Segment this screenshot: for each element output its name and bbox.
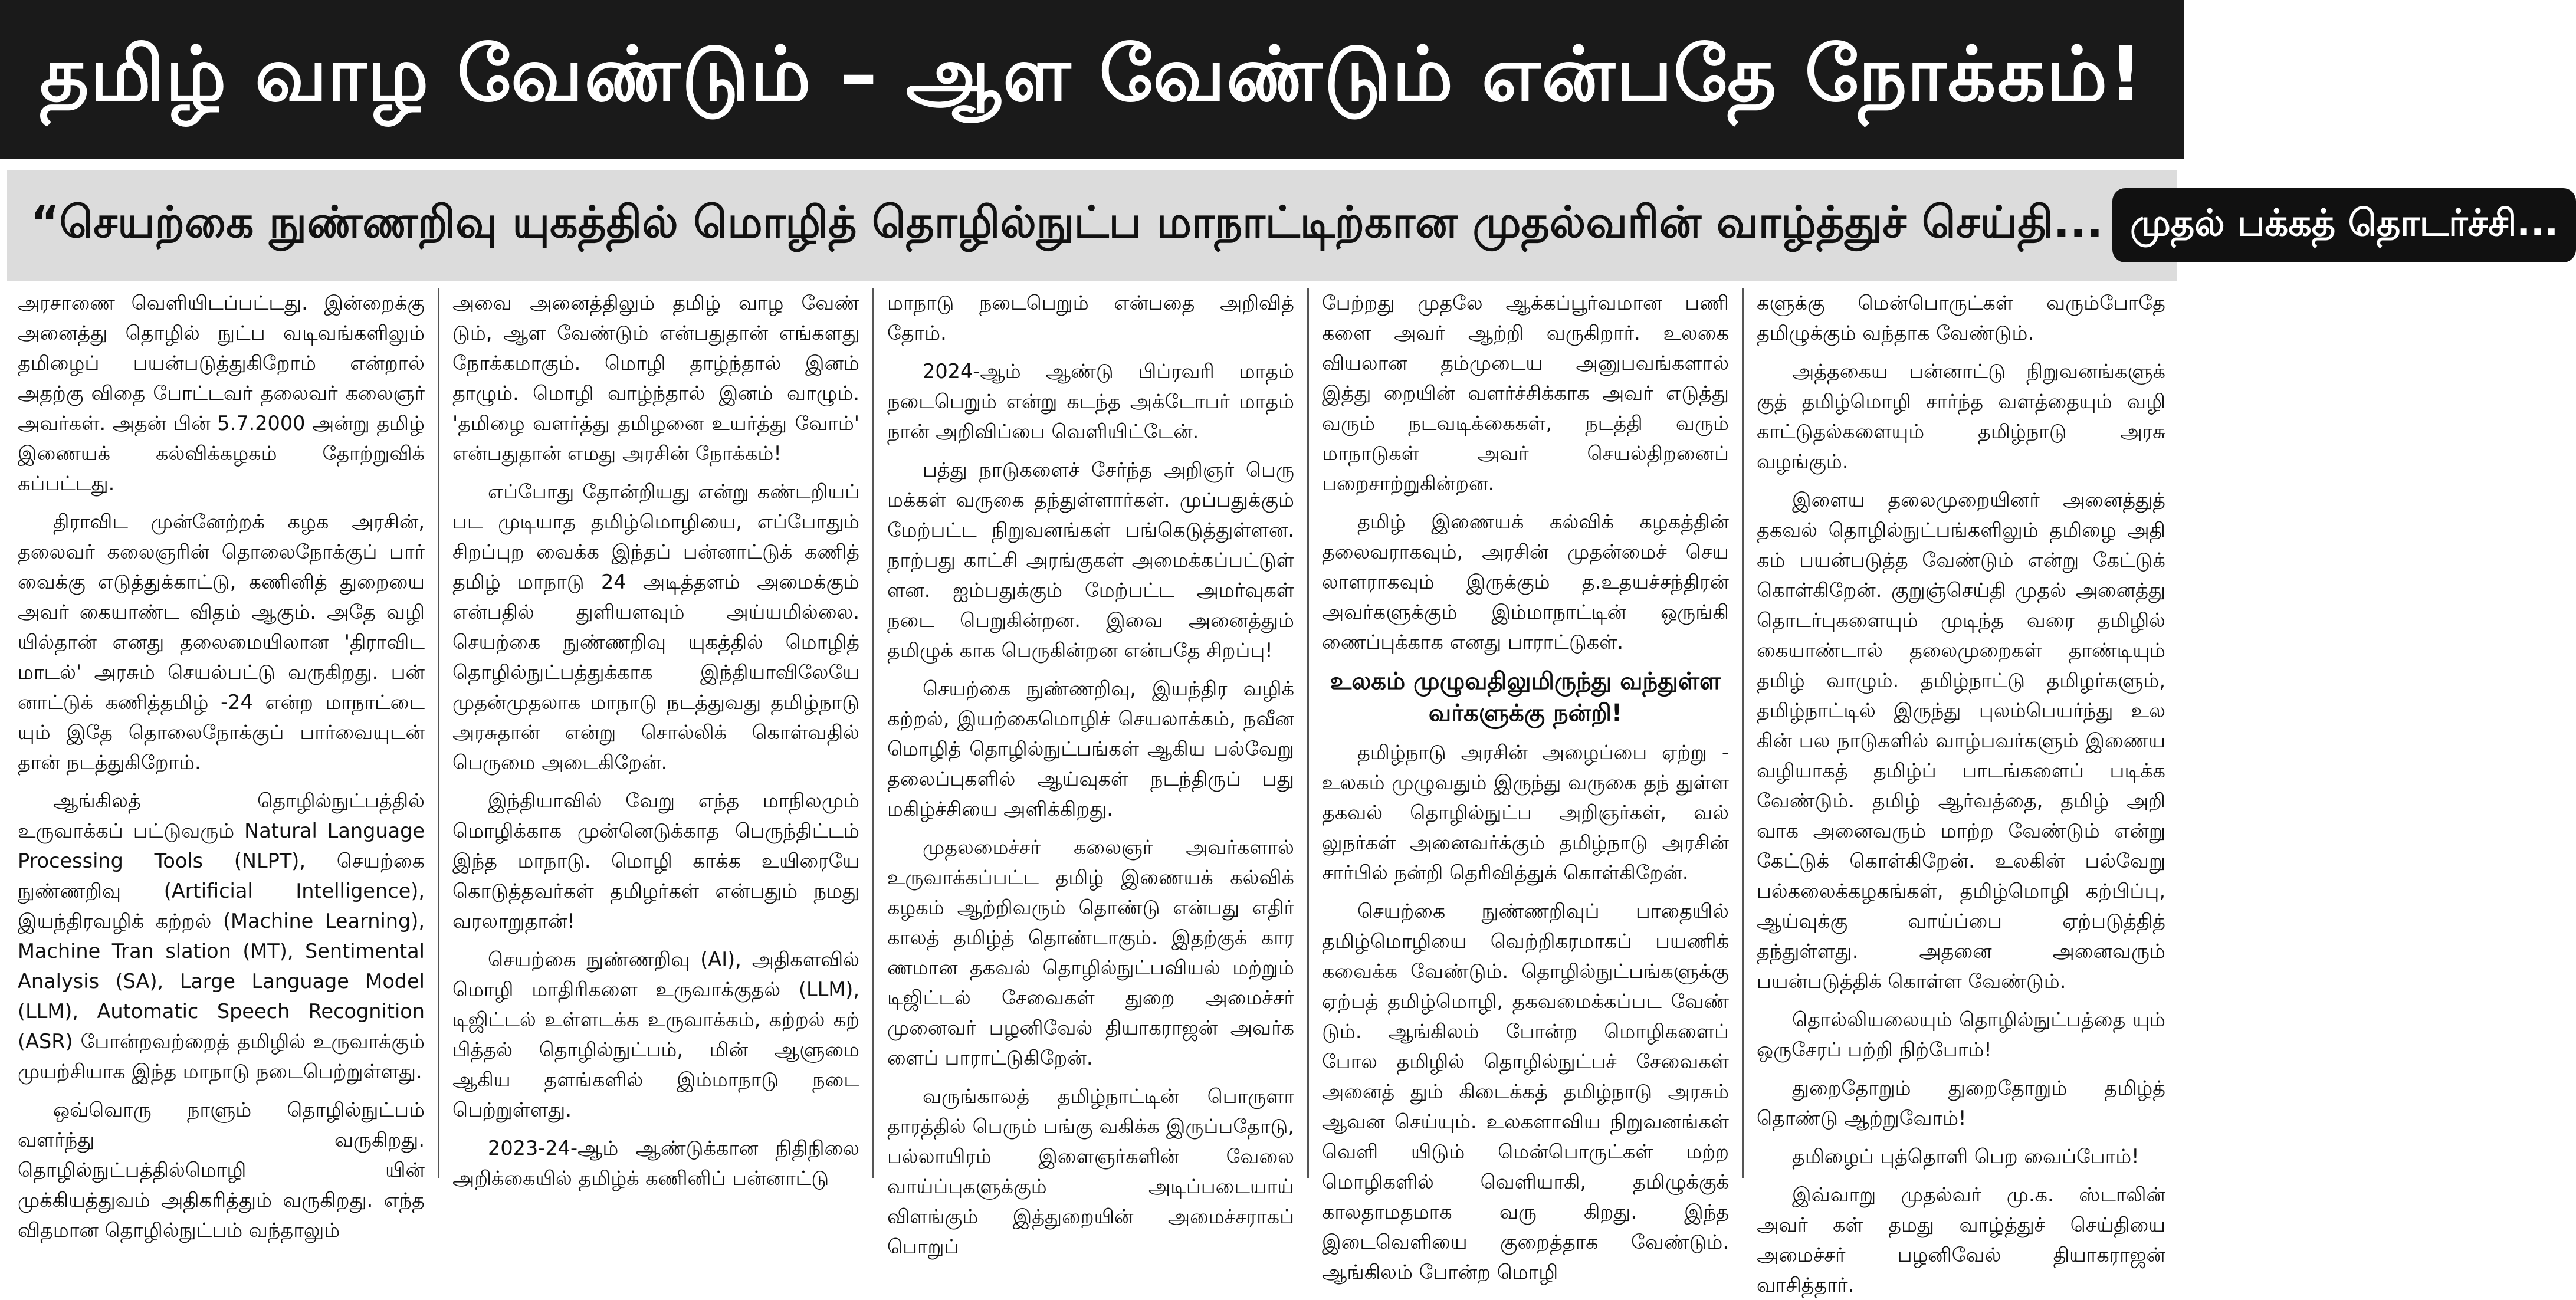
paragraph: ஆங்கிலத் தொழில்நுட்பத்தில் உருவாக்கப் பட்டுவரும் Natural Language Processing Tools (NLPT), செயற்கை நுண்ணறிவு (Artificial Intelligence), இயந்திரவழிக் கற்றல் (Machine Learning), Machine Tran slation (MT), Sentimental Analysis (SA), Large Language Model (LLM), Automatic Speech Recognition (ASR) போன்றவற்றைத் தமிழில் உருவாக்கும் முயற்சியாக இந்த மாநாடு நடைபெற்றுள்ளது. [18,789,425,1083]
column-2 [439,288,874,1190]
paragraph: அரசாணை வெளியிடப்பட்டது. இன்றைக்கு அனைத்து தொழில் நுட்ப வடிவங்களிலும் தமிழைப் பயன்படுத்துகிறோம் என்றால் அதற்கு விதை போட்டவர் தலைவர் கலைஞர் அவர்கள். அதன் பின் 5.7.2000 அன்று தமிழ் இணையக் கல்விக்கழகம் தோற்றுவிக் கப்பட்டது. [18,291,425,495]
paragraph: தொல்லியலையும் தொழில்நுட்பத்தை யும் ஒருசேரப் பற்றி நிற்போம்! [1757,1008,2165,1061]
paragraph: எப்போது தோன்றியது என்று கண்டறியப் பட முடியாத தமிழ்மொழியை, எப்போதும் சிறப்புற வைக்க இந்தப் பன்னாட்டுக் கணித் தமிழ் மாநாடு 24 அடித்தளம் அமைக்கும் என்பதில் துளியளவும் அய்யமில்லை. செயற்கை நுண்ணறிவு யுகத்தில் மொழித் தொழில்நுட்பத்துக்காக இந்தியாவிலேயே முதன்முதலாக மாநாடு நடத்துவது தமிழ்நாடு அரசுதான் என்று சொல்லிக் கொள்வதில் பெருமை அடைகிறேன். [452,480,859,774]
paragraph: முதலமைச்சர் கலைஞர் அவர்களால் உருவாக்கப்பட்ட தமிழ் இணையக் கல்விக் கழகம் ஆற்றிவரும் தொண்டு என்பது எதிர் காலத் தமிழ்த் தொண்டாகும். இதற்குக் கார ணமான தகவல் தொழில்நுட்பவியல் மற்றும் டிஜிட்டல் சேவைகள் துறை அமைச்சர் முனைவர் பழனிவேல் தியாகராஜன் அவர்க ளைப் பாராட்டுகிறேன். [887,836,1294,1069]
paragraph: அவை அனைத்திலும் தமிழ் வாழ வேண் டும், ஆள வேண்டும் என்பதுதான் எங்களது நோக்கமாகும். மொழி தாழ்ந்தால் இனம் தாழும். மொழி வாழ்ந்தால் இனம் வாழும். 'தமிழை வளர்த்து தமிழனை உயர்த்து வோம்' என்பதுதான் எமது அரசின் நோக்கம்! [452,291,859,465]
paragraph: தமிழ்நாடு அரசின் அழைப்பை ஏற்று - உலகம் முழுவதும் இருந்து வருகை தந் துள்ள தகவல் தொழில்நுட்ப அறிஞர்கள், வல் லுநர்கள் அனைவர்க்கும் தமிழ்நாடு அரசின் சார்பில் நன்றி தெரிவித்துக் கொள்கிறேன். [1322,741,1729,884]
paragraph: 2024-ஆம் ஆண்டு பிப்ரவரி மாதம் நடைபெறும் என்று கடந்த அக்டோபர் மாதம் நான் அறிவிப்பை வெளியிட்டேன். [887,360,1294,443]
column-3 [874,288,1309,1258]
subheadline-band [7,170,2559,281]
paragraph: இளைய தலைமுறையினர் அனைத்துத் தகவல் தொழில்நுட்பங்களிலும் தமிழை அதி கம் பயன்படுத்த வேண்டும் என்று கேட்டுக் கொள்கிறேன். குறுஞ்செய்தி முதல் அனைத்து தொடர்புகளையும் முடிந்த வரை தமிழில் கையாண்டால் தலைமுறைகள் தாண்டியும் தமிழ் வாழும். தமிழ்நாட்டு தமிழர்களும், தமிழ்நாட்டில் இருந்து புலம்பெயர்ந்து உல கின் பல நாடுகளில் வாழ்பவர்களும் இணைய வழியாகத் தமிழ்ப் பாடங்களைப் படிக்க வேண்டும். தமிழ் ஆர்வத்தை, தமிழ் அறி வாக அனைவரும் மாற்ற வேண்டும் என்று கேட்டுக் கொள்கிறேன். உலகின் பல்வேறு பல்கலைக்கழகங்கள், தமிழ்மொழி கற்பிப்பு, ஆய்வுக்கு வாய்ப்பை ஏற்படுத்தித் தந்துள்ளது. அதனை அனைவரும் பயன்படுத்திக் கொள்ள வேண்டும். [1757,488,2165,993]
paragraph: ஒவ்வொரு நாளும் தொழில்நுட்பம் வளர்ந்து வருகிறது. தொழில்நுட்பத்தில்மொழி யின் முக்கியத்துவம் அதிகரித்தும் வருகிறது. எந்த விதமான தொழில்நுட்பம் வந்தாலும் [18,1098,425,1242]
continuation-label: முதல் பக்கத் தொடர்ச்சி... [2112,188,2576,262]
paragraph: செயற்கை நுண்ணறிவுப் பாதையில் தமிழ்மொழியை வெற்றிகரமாகப் பயணிக் கவைக்க வேண்டும். தொழில்நுட்பங்களுக்கு ஏற்பத் தமிழ்மொழி, தகவமைக்கப்பட வேண் டும். ஆங்கிலம் போன்ற மொழிகளைப் போல தமிழில் தொழில்நுட்பச் சேவைகள் அனைத் தும் கிடைக்கத் தமிழ்நாடு அரசும் ஆவன செய்யும். உலகளாவிய நிறுவனங்கள் வெளி யிடும் மென்பொருட்கள் மற்ற மொழிகளில் வெளியாகி, தமிழுக்குக் காலதாமதமாக வரு கிறது. இந்த இடைவெளியை குறைத்தாக வேண்டும். ஆங்கிலம் போன்ற மொழி [1322,900,1729,1283]
paragraph: தமிழ் இணையக் கல்விக் கழகத்தின் தலைவராகவும், அரசின் முதன்மைச் செய லாளராகவும் இருக்கும் த.உதயச்சந்திரன் அவர்களுக்கும் இம்மாநாட்டின் ஒருங்கி ணைப்புக்காக எனது பாராட்டுகள். [1322,510,1729,654]
paragraph: செயற்கை நுண்ணறிவு (AI), அதிகளவில் மொழி மாதிரிகளை உருவாக்குதல் (LLM), டிஜிட்டல் உள்ளடக்க உருவாக்கம், கற்றல் கற் பித்தல் தொழில்நுட்பம், மின் ஆளுமை ஆகிய தளங்களில் இம்மாநாடு நடை பெற்றுள்ளது. [452,948,859,1121]
column-1 [5,288,439,1242]
paragraph: செயற்கை நுண்ணறிவு, இயந்திர வழிக் கற்றல், இயற்கைமொழிச் செயலாக்கம், நவீன மொழித் தொழில்நுட்பங்கள் ஆகிய பல்வேறு தலைப்புகளில் ஆய்வுகள் நடந்திருப் பது மகிழ்ச்சியை அளிக்கிறது. [887,677,1294,820]
paragraph: இவ்வாறு முதல்வர் மு.க. ஸ்டாலின் அவர் கள் தமது வாழ்த்துச் செய்தியை அமைச்சர் பழனிவேல் தியாகராஜன் வாசித்தார். [1757,1183,2165,1296]
paragraph: களுக்கு மென்பொருட்கள் வரும்போதே தமிழுக்கும் வந்தாக வேண்டும். [1757,291,2165,344]
paragraph: துறைதோறும் துறைதோறும் தமிழ்த் தொண்டு ஆற்றுவோம்! [1757,1076,2165,1130]
article-columns [5,288,2179,1296]
paragraph: அத்தகைய பன்னாட்டு நிறுவனங்களுக் குத் தமிழ்மொழி சார்ந்த வளத்தையும் வழி காட்டுதல்களையும் தமிழ்நாடு அரசு வழங்கும். [1757,360,2165,473]
column-5 [1744,288,2178,1296]
paragraph: இந்தியாவில் வேறு எந்த மாநிலமும் மொழிக்காக முன்னெடுக்காத பெருந்திட்டம் இந்த மாநாடு. மொழி காக்க உயிரையே கொடுத்தவர்கள் தமிழர்கள் என்பதும் நமது வரலாறுதான்! [452,789,859,933]
paragraph: திராவிட முன்னேற்றக் கழக அரசின், தலைவர் கலைஞரின் தொலைநோக்குப் பார் வைக்கு எடுத்துக்காட்டு, கணினித் துறையை அவர் கையாண்ட விதம் ஆகும். அதே வழி யில்தான் எனது தலைமையிலான 'திராவிட மாடல்' அரசும் செயல்பட்டு வருகிறது. பன் னாட்டுக் கணித்தமிழ் -24 என்ற மாநாட்டை யும் இதே தொலைநோக்குப் பார்வையுடன் தான் நடத்துகிறோம். [18,510,425,774]
column-4 [1309,288,1744,1283]
headline: தமிழ் வாழ வேண்டும் – ஆள வேண்டும் என்பதே நோக்கம்! [0,0,2184,159]
subheadline: “செயற்கை நுண்ணறிவு யுகத்தில் மொழித் தொழில்நுட்ப மாநாட்டிற்கான முதல்வரின் வாழ்த்துச் செய்தி... [31,197,2104,248]
paragraph: பத்து நாடுகளைச் சேர்ந்த அறிஞர் பெரு மக்கள் வருகை தந்துள்ளார்கள். முப்பதுக்கும் மேற்பட்ட நிறுவனங்கள் பங்கெடுத்துள்ளன. நாற்பது காட்சி அரங்குகள் அமைக்கப்பட்டுள் ளன. ஐம்பதுக்கும் மேற்பட்ட அமர்வுகள் நடை பெறுகின்றன. இவை அனைத்தும் தமிழுக் காக பெருகின்றன என்பதே சிறப்பு! [887,458,1294,662]
section-heading: உலகம் முழுவதிலுமிருந்து வந்துள்ள வர்களுக்கு நன்றி! [1330,668,1721,727]
paragraph: மாநாடு நடைபெறும் என்பதை அறிவித் தோம். [887,291,1294,344]
paragraph: 2023-24-ஆம் ஆண்டுக்கான நிதிநிலை அறிக்கையில் தமிழ்க் கணினிப் பன்னாட்டு [452,1137,859,1190]
paragraph: வருங்காலத் தமிழ்நாட்டின் பொருளா தாரத்தில் பெரும் பங்கு வகிக்க இருப்பதோடு, பல்லாயிரம் இளைஞர்களின் வேலை வாய்ப்புகளுக்கும் அடிப்படையாய் விளங்கும் இத்துறையின் அமைச்சராகப் பொறுப் [887,1085,1294,1258]
paragraph: தமிழைப் புத்தொளி பெற வைப்போம்! [1792,1145,2139,1168]
paragraph: பேற்றது முதலே ஆக்கப்பூர்வமான பணி களை அவர் ஆற்றி வருகிறார். உலகை வியலான தம்முடைய அனுபவங்களால் இத்து றையின் வளர்ச்சிக்காக அவர் எடுத்து வரும் நடவடிக்கைகள், நடத்தி வரும் மாநாடுகள் அவர் செயல்திறனைப் பறைசாற்றுகின்றன. [1322,291,1729,495]
